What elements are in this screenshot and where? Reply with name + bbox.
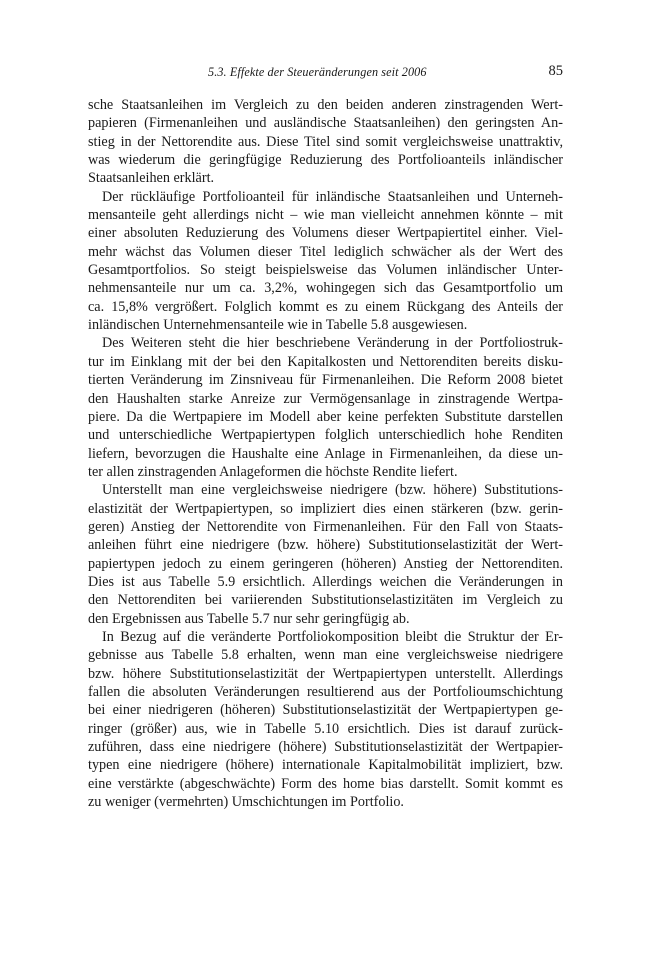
text-line: was wiederum die geringfügige Reduzierung des Portfolioanteils inländischer — [88, 152, 563, 169]
text-line: ringer (größer) aus, wie in Tabelle 5.10 ersichtlich. Dies ist darauf zurück- — [88, 720, 563, 737]
text-line: piere. Da die Wertpapiere im Modell aber keine perfekten Substitute darstellen — [88, 408, 563, 425]
text-line: papieren (Firmenanleihen und ausländische Staatsanleihen) den geringsten An- — [88, 115, 563, 132]
text-line: inländischen Unternehmensanteile wie in Tabelle 5.8 ausgewiesen. — [88, 317, 468, 334]
body-text — [88, 96, 563, 811]
text-line: eine verstärkte (abgeschwächte) Form des home bias darstellt. Somit kommt es — [88, 775, 563, 792]
text-line: Dies ist aus Tabelle 5.9 ersichtlich. Allerdings weichen die Veränderungen in — [88, 573, 563, 590]
running-header — [88, 63, 563, 83]
paragraph — [88, 628, 563, 811]
text-line: stieg in der Nettorendite aus. Diese Titel sind somit vergleichsweise unattraktiv, — [88, 133, 563, 150]
text-line: In Bezug auf die veränderte Portfoliokomposition bleibt die Struktur der Er- — [102, 628, 563, 645]
text-line: Des Weiteren steht die hier beschriebene Veränderung in der Portfoliostruk- — [102, 335, 563, 352]
text-line: zu weniger (vermehrten) Umschichtungen im Portfolio. — [88, 794, 404, 811]
section-header-title: 5.3. Effekte der Steueränderungen seit 2006 — [208, 65, 427, 79]
text-line: zuführen, dass eine niedrigere (höhere) Substitutionselastizität der Wertpapier- — [88, 739, 563, 756]
text-line: typen eine niedrigere (höhere) internationale Kapitalmobilität impliziert, bzw. — [88, 757, 563, 774]
text-line: einer absoluten Reduzierung des Volumens dieser Wertpapiertitel einher. Viel- — [88, 225, 563, 242]
text-line: mehr wächst das Volumen dieser Titel lediglich schwächer als der Wert des — [88, 243, 563, 260]
text-line: Der rückläufige Portfolioanteil für inländische Staatsanleihen und Unterneh- — [102, 188, 563, 205]
text-line: den Nettorenditen bei variierenden Substitutionselastizitäten im Vergleich zu — [88, 592, 563, 609]
text-line: fallen die absoluten Veränderungen resultierend aus der Portfolioumschichtung — [88, 684, 563, 700]
paragraph — [88, 334, 563, 481]
text-line: papiertypen jedoch zu einem geringeren (höheren) Anstieg der Nettorenditen. — [88, 555, 563, 572]
text-line: tur im Einklang mit der bei den Kapitalkosten und Nettorenditen bereits disku- — [88, 353, 563, 370]
text-line: den Ergebnissen aus Tabelle 5.7 nur sehr geringfügig ab. — [88, 610, 410, 627]
paragraph — [88, 96, 563, 188]
text-line: liefern, bevorzugen die Haushalte eine Anlage in Firmenanleihen, da diese un- — [88, 445, 563, 462]
text-line: anleihen führt eine niedrigere (bzw. höhere) Substitutionselastizität der Wert- — [88, 537, 563, 554]
text-line: den Haushalten starke Anreize zur Vermögensanlage in zinstragende Wertpa- — [88, 390, 563, 407]
text-line: ca. 15,8% vergrößert. Folglich kommt es zu einem Rückgang des Anteils der — [88, 298, 563, 315]
text-line: sche Staatsanleihen im Vergleich zu den beiden anderen zinstragenden Wert- — [88, 97, 563, 113]
text-line: nehmensanteile nur um ca. 3,2%, wohingegen sich das Gesamtportfolio um — [88, 280, 563, 297]
text-line: mensanteile geht allerdings nicht – wie man vielleicht annehmen könnte – mit — [88, 207, 563, 224]
text-line: Staatsanleihen erklärt. — [88, 170, 215, 187]
text-line: elastizität der Wertpapiertypen, so impliziert dies einen stärkeren (bzw. gerin- — [88, 500, 563, 517]
text-line: bei einer niedrigeren (höheren) Substitutionselastizität der Wertpapiertypen ge- — [88, 702, 563, 719]
paragraph — [88, 481, 563, 628]
text-line: bzw. höhere Substitutionselastizität der Wertpapiertypen unterstellt. Allerdings — [88, 665, 563, 682]
text-line: geren) Anstieg der Nettorendite von Firmenanleihen. Für den Fall von Staats- — [88, 518, 563, 535]
text-line: tierten Veränderung im Zinsniveau für Firmenanleihen. Die Reform 2008 bietet — [88, 372, 563, 389]
paragraph — [88, 188, 563, 335]
text-line: Gesamtportfolios. So steigt beispielsweise das Volumen inländischer Unter- — [88, 262, 563, 279]
page-number: 85 — [548, 63, 563, 79]
text-line: Unterstellt man eine vergleichsweise niedrigere (bzw. höhere) Substitutions- — [102, 482, 563, 499]
text-line: gebnisse aus Tabelle 5.8 erhalten, wenn man eine vergleichsweise niedrigere — [88, 647, 563, 664]
text-line: und unterschiedliche Wertpapiertypen folglich unterschiedlich hohe Renditen — [88, 427, 563, 444]
text-line: ter allen zinstragenden Anlageformen die höchste Rendite liefert. — [88, 463, 458, 480]
